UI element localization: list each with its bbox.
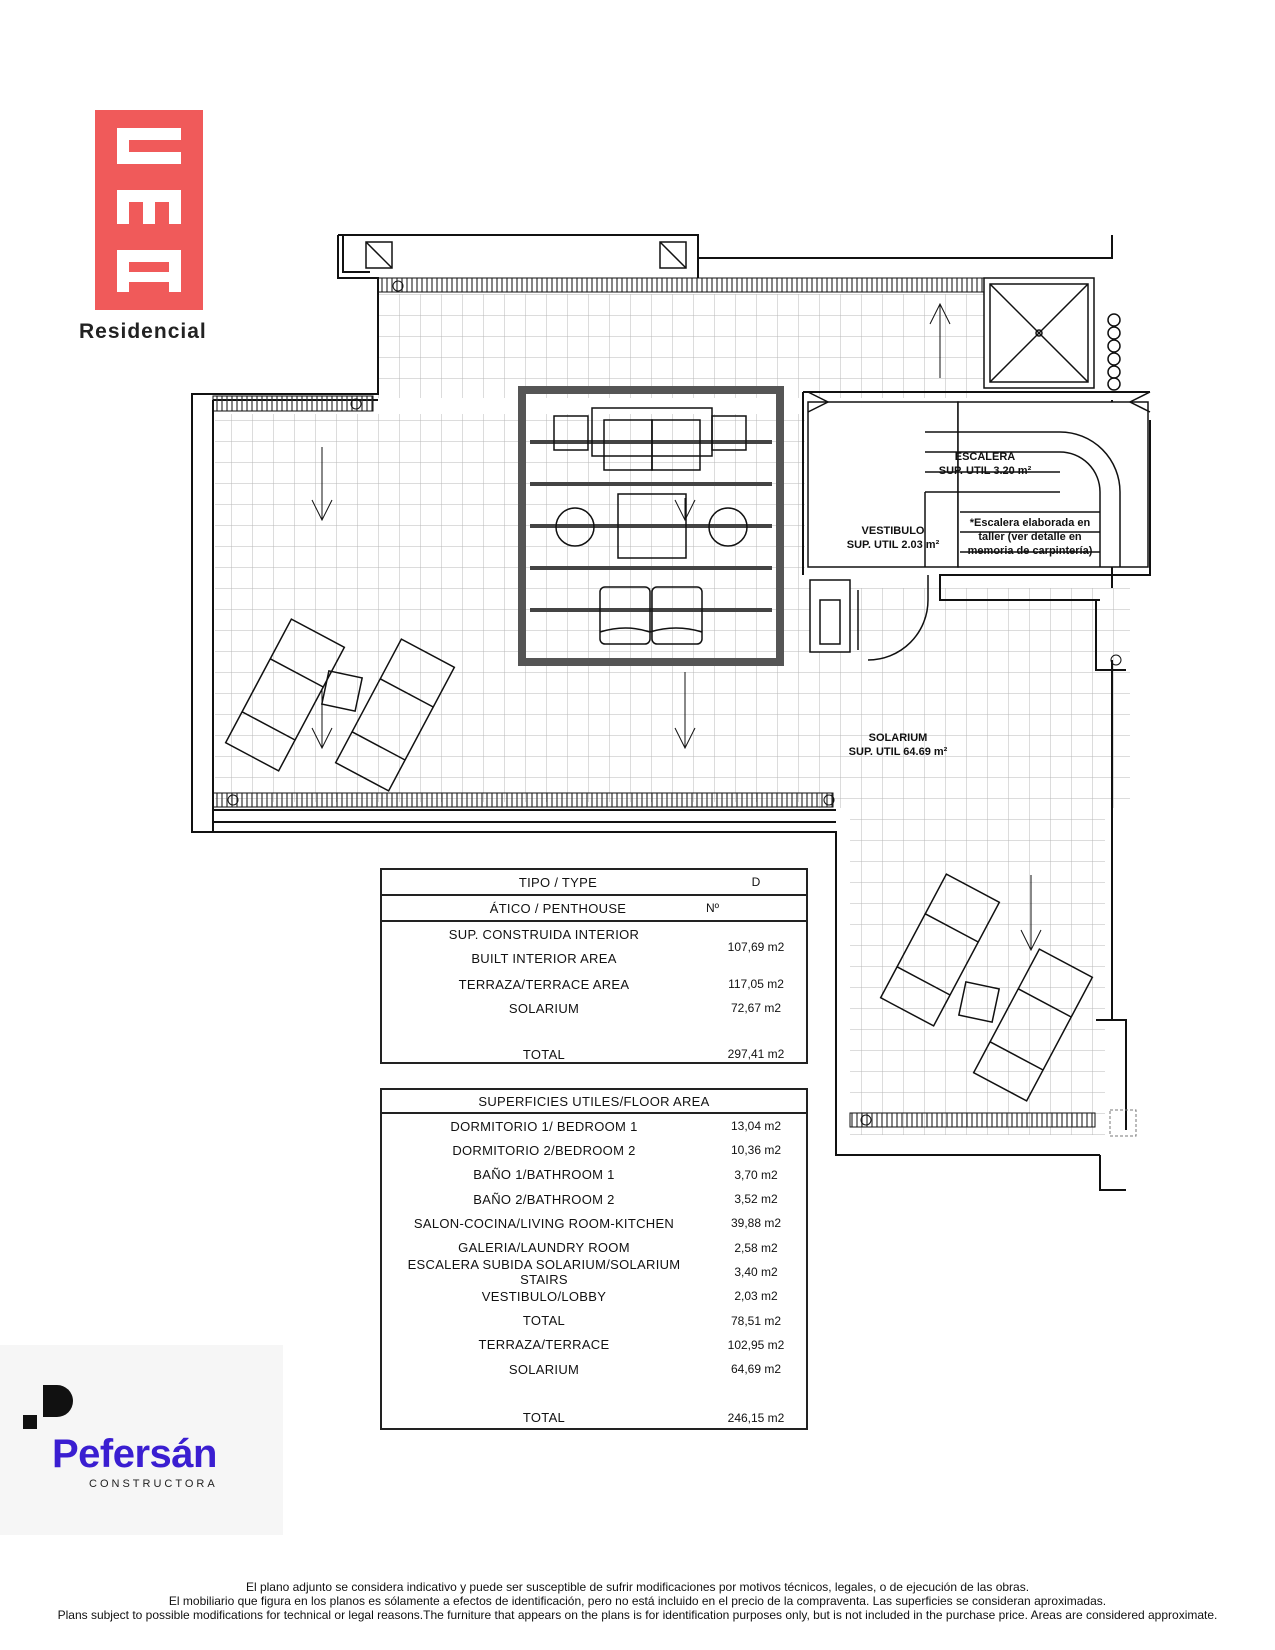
- floor-area-row-label: BAÑO 2/BATHROOM 2: [473, 1191, 615, 1207]
- floor-area-row-label: BAÑO 1/BATHROOM 1: [473, 1167, 615, 1183]
- floor-area-row-label: SALON-COCINA/LIVING ROOM-KITCHEN: [413, 1215, 675, 1231]
- floor-area-row-label: ESCALERA SUBIDA SOLARIUM/SOLARIUM STAIRS: [407, 1256, 681, 1287]
- floor-area-row-label: DORMITORIO 1/ BEDROOM 1: [450, 1118, 638, 1134]
- label-solarium-sup: SUP. UTIL 64.69 m²: [848, 746, 948, 758]
- floor-area-row: [382, 1284, 806, 1308]
- disclaimer-line-3: Plans subject to possible modifications for technical or legal reasons.The furniture that appears on the plans is for identification purposes only, but is not included in the purchase price. Areas are considered approximate.: [57, 1608, 1218, 1622]
- dashed-box: [1110, 1110, 1136, 1136]
- label-escalera: ESCALERA: [954, 451, 1016, 463]
- floor-area-row-value: 13,04 m2: [730, 1119, 782, 1134]
- floor-area-row-value: 3,70 m2: [734, 1167, 778, 1182]
- floor-area-row: [382, 1333, 806, 1357]
- floor-area-row-label: DORMITORIO 2/BEDROOM 2: [452, 1142, 636, 1158]
- penthouse-row: [382, 896, 806, 922]
- builder-subtitle: CONSTRUCTORA: [89, 1478, 218, 1490]
- floor-area-row: [382, 1138, 806, 1162]
- penthouse-label: ÁTICO / PENTHOUSE: [489, 900, 627, 916]
- label-vestibulo: VESTIBULO: [861, 525, 925, 537]
- type-value: D: [751, 875, 761, 889]
- disclaimer-line-1: El plano adjunto se considera indicativo y puede ser susceptible de sufrir modificaciones por motivos técnicos, legales, o de ejecución de las obras.: [245, 1580, 1030, 1594]
- disclaimer: [0, 1580, 1275, 1622]
- floor-area-row: [382, 1187, 806, 1211]
- solarium-label: SOLARIUM: [508, 1000, 580, 1016]
- floor-area-table: [380, 1088, 808, 1430]
- floor-area-row: [382, 1357, 806, 1381]
- floor-area-row-label: VESTIBULO/LOBBY: [481, 1288, 607, 1304]
- terrace-value: 117,05 m2: [728, 977, 784, 991]
- floor-area-row: [382, 1381, 806, 1405]
- floor-area-row: [382, 1114, 806, 1138]
- floor-area-row-label: GALERIA/LAUNDRY ROOM: [458, 1240, 630, 1256]
- floor-area-row-label: TOTAL: [522, 1410, 566, 1426]
- disclaimer-line-2: El mobiliario que figura en los planos es sólamente a efectos de identificación, pero no está incluido en el precio de la compraventa. Las superficies se consideran aproximadas.: [168, 1594, 1107, 1608]
- stair-note-3: memoria de carpintería): [967, 545, 1093, 557]
- floor-area-row-label: TERRAZA/TERRACE: [478, 1337, 610, 1353]
- built-value: 107,69 m2: [727, 940, 785, 954]
- label-vestibulo-sup: SUP. UTIL 2.03 m²: [846, 539, 940, 551]
- unit-number-label: Nº: [706, 901, 720, 915]
- floor-area-row-value: 102,95 m2: [727, 1337, 785, 1352]
- label-solarium: SOLARIUM: [868, 732, 928, 744]
- terrace-label: TERRAZA/TERRACE AREA: [458, 976, 630, 992]
- floor-area-header: [382, 1090, 806, 1114]
- floor-rows: [382, 1114, 806, 1430]
- type-row: [382, 870, 806, 896]
- total-value: 297,41 m2: [727, 1047, 785, 1061]
- floor-area-row-value: 3,52 m2: [734, 1192, 778, 1207]
- brand-word: Residencial: [79, 320, 207, 343]
- floor-area-row: [382, 1163, 806, 1187]
- solarium-value: 72,67 m2: [730, 1001, 782, 1015]
- stair-note-1: *Escalera elaborada en: [969, 517, 1091, 529]
- floor-area-row-value: 2,58 m2: [734, 1240, 778, 1255]
- floor-area-row-label: SOLARIUM: [508, 1361, 580, 1377]
- floor-area-row-value: 39,88 m2: [730, 1216, 782, 1231]
- solarium-row: [382, 996, 806, 1020]
- floor-area-row-value: 246,15 m2: [727, 1410, 785, 1425]
- label-escalera-sup: SUP. UTIL 3.20 m²: [938, 465, 1032, 477]
- total-row: [382, 1042, 806, 1066]
- floor-area-row-value: 78,51 m2: [730, 1313, 782, 1328]
- type-label: TIPO / TYPE: [518, 874, 598, 890]
- floor-area-row: [382, 1308, 806, 1332]
- floor-area-row-value: 2,03 m2: [734, 1289, 778, 1304]
- total-label: TOTAL: [522, 1046, 566, 1062]
- floor-area-row-label: TOTAL: [522, 1313, 566, 1329]
- floor-area-row: [382, 1406, 806, 1430]
- floor-area-row-value: 3,40 m2: [734, 1264, 778, 1279]
- terrace-row: [382, 972, 806, 996]
- floor-area-row: [382, 1256, 806, 1287]
- columns: [366, 242, 686, 268]
- type-table: [380, 868, 808, 1064]
- floor-area-row: [382, 1211, 806, 1235]
- floor-area-row-value: 10,36 m2: [730, 1143, 782, 1158]
- builder-name: Pefersán: [52, 1432, 217, 1476]
- floor-area-row-value: 64,69 m2: [730, 1362, 782, 1377]
- pefersan-mark-icon: [23, 1385, 79, 1433]
- stair-note-2: taller (ver detalle en: [978, 531, 1082, 543]
- built-area-row: [382, 922, 806, 972]
- skylight: [984, 278, 1120, 390]
- built-label-en: BUILT INTERIOR AREA: [471, 951, 617, 966]
- built-label-es: SUP. CONSTRUIDA INTERIOR: [448, 927, 640, 942]
- floor-area-title: SUPERFICIES UTILES/FLOOR AREA: [478, 1093, 710, 1109]
